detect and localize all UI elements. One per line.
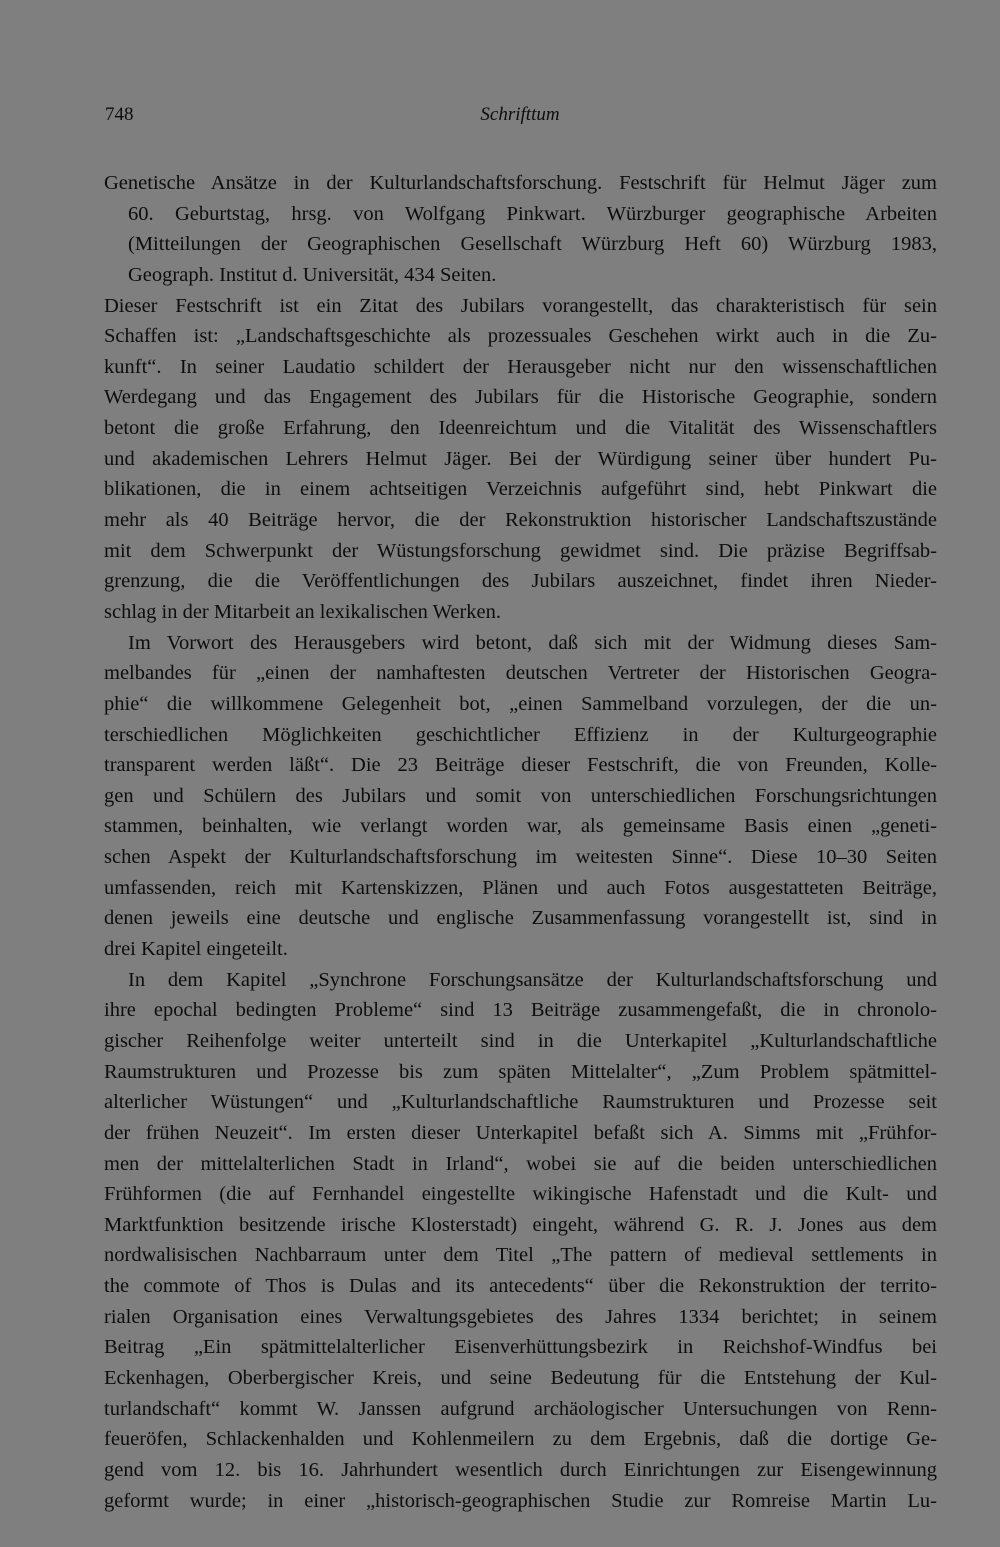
text-line: alterlicher Wüstungen“ und „Kulturlandschaftliche Raumstrukturen und Prozesse seit xyxy=(104,1091,937,1114)
text-line: mit dem Schwerpunkt der Wüstungsforschung gewidmet sind. Die präzise Begriffsab- xyxy=(104,539,937,562)
text-line: Im Vorwort des Herausgebers wird betont, daß sich mit der Widmung dieses Sam- xyxy=(128,631,937,654)
text-line: Beitrag „Ein spätmittelalterlicher Eisenverhüttungsbezirk in Reichshof-Windfus bei xyxy=(104,1336,937,1359)
text-line: the commote of Thos is Dulas and its antecedents“ über die Rekonstruktion der territo- xyxy=(104,1275,937,1298)
text-line: rialen Organisation eines Verwaltungsgebietes des Jahres 1334 berichtet; in seinem xyxy=(104,1305,937,1328)
citation-line: 60. Geburtstag, hrsg. von Wolfgang Pinkwart. Würzburger geographische Arbeiten xyxy=(128,202,937,225)
text-line: melbandes für „einen der namhaftesten deutschen Vertreter der Historischen Geogra- xyxy=(104,662,937,685)
text-line: phie“ die willkommene Gelegenheit bot, „einen Sammelband vorzulegen, der die un- xyxy=(104,692,937,715)
text-line: men der mittelalterlichen Stadt in Irland“, wobei sie auf die beiden unterschiedlichen xyxy=(104,1152,937,1175)
text-line: Eckenhagen, Oberbergischer Kreis, und seine Bedeutung für die Entstehung der Kul- xyxy=(104,1366,937,1389)
text-line: ihre epochal bedingten Probleme“ sind 13 Beiträge zusammengefaßt, die in chronolo- xyxy=(104,999,937,1022)
text-line: Dieser Festschrift ist ein Zitat des Jubilars vorangestellt, das charakteristisch für sein xyxy=(104,294,937,317)
text-line: schlag in der Mitarbeit an lexikalischen Werken. xyxy=(104,600,502,623)
text-line: drei Kapitel eingeteilt. xyxy=(104,938,288,961)
text-line: In dem Kapitel „Synchrone Forschungsansätze der Kulturlandschaftsforschung und xyxy=(128,968,937,991)
paragraph-2 xyxy=(104,628,937,965)
text-line: geformt wurde; in einer „historisch-geographischen Studie zur Romreise Martin Lu- xyxy=(104,1489,937,1512)
text-line: blikationen, die in einem achtseitigen Verzeichnis aufgeführt sind, hebt Pinkwart die xyxy=(104,478,937,501)
paragraph-3 xyxy=(104,965,937,1517)
text-line: stammen, beinhalten, wie verlangt worden war, als gemeinsame Basis einen „geneti- xyxy=(104,815,937,838)
running-title: Schrifttum xyxy=(480,104,560,125)
page-header xyxy=(105,104,935,132)
text-line: betont die große Erfahrung, den Ideenreichtum und die Vitalität des Wissenschaftlers xyxy=(104,417,937,440)
text-line: Raumstrukturen und Prozesse bis zum späten Mittelalter“, „Zum Problem spätmittel- xyxy=(104,1060,937,1083)
text-line: der frühen Neuzeit“. Im ersten dieser Unterkapitel befaßt sich A. Simms mit „Frühfor- xyxy=(104,1121,937,1144)
text-line: gen und Schülern des Jubilars und somit von unterschiedlichen Forschungsrichtungen xyxy=(104,784,937,807)
text-line: Schaffen ist: „Landschaftsgeschichte als prozessuales Geschehen wirkt auch in die Zu- xyxy=(104,325,937,348)
citation-line: Genetische Ansätze in der Kulturlandschaftsforschung. Festschrift für Helmut Jäger zum xyxy=(104,172,937,194)
text-line: umfassenden, reich mit Kartenskizzen, Plänen und auch Fotos ausgestatteten Beiträge, xyxy=(104,876,937,899)
text-line: denen jeweils eine deutsche und englische Zusammenfassung vorangestellt ist, sind in xyxy=(104,907,937,930)
page-number: 748 xyxy=(105,104,134,125)
text-line: nordwalisischen Nachbarraum unter dem Titel „The pattern of medieval settlements in xyxy=(104,1244,937,1267)
text-line: transparent werden läßt“. Die 23 Beiträge dieser Festschrift, die von Freunden, Kolle- xyxy=(104,754,937,777)
text-line: gend vom 12. bis 16. Jahrhundert wesentlich durch Einrichtungen zur Eisengewinnung xyxy=(104,1458,937,1481)
text-line: gischer Reihenfolge weiter unterteilt sind in die Unterkapitel „Kulturlandschaftliche xyxy=(104,1029,937,1052)
text-line: mehr als 40 Beiträge hervor, die der Rekonstruktion historischer Landschaftszustände xyxy=(104,509,937,532)
text-line: terschiedlichen Möglichkeiten geschichtlicher Effizienz in der Kulturgeographie xyxy=(104,723,937,746)
citation xyxy=(104,168,937,291)
text-line: Frühformen (die auf Fernhandel eingestellte wikingische Hafenstadt und die Kult- und xyxy=(104,1183,937,1206)
citation-line: (Mitteilungen der Geographischen Gesellschaft Würzburg Heft 60) Würzburg 1983, xyxy=(128,233,937,256)
text-line: Werdegang und das Engagement des Jubilars für die Historische Geographie, sondern xyxy=(104,386,937,409)
text-line: turlandschaft“ kommt W. Janssen aufgrund archäologischer Untersuchungen von Renn- xyxy=(104,1397,937,1420)
text-line: feueröfen, Schlackenhalden und Kohlenmeilern zu dem Ergebnis, daß die dortige Ge- xyxy=(104,1428,937,1451)
text-line: Marktfunktion besitzende irische Klosterstadt) eingeht, während G. R. J. Jones aus dem xyxy=(104,1213,937,1236)
paragraph-1 xyxy=(104,291,937,628)
text-line: und akademischen Lehrers Helmut Jäger. Bei der Würdigung seiner über hundert Pu- xyxy=(104,447,937,470)
page-body xyxy=(104,168,937,1516)
text-line: kunft“. In seiner Laudatio schildert der Herausgeber nicht nur den wissenschaftlichen xyxy=(104,355,937,378)
text-line: grenzung, die die Veröffentlichungen des Jubilars auszeichnet, findet ihren Nieder- xyxy=(104,570,937,593)
text-line: schen Aspekt der Kulturlandschaftsforschung im weitesten Sinne“. Diese 10–30 Seiten xyxy=(104,846,937,869)
citation-line: Geograph. Institut d. Universität, 434 Seiten. xyxy=(128,263,497,286)
